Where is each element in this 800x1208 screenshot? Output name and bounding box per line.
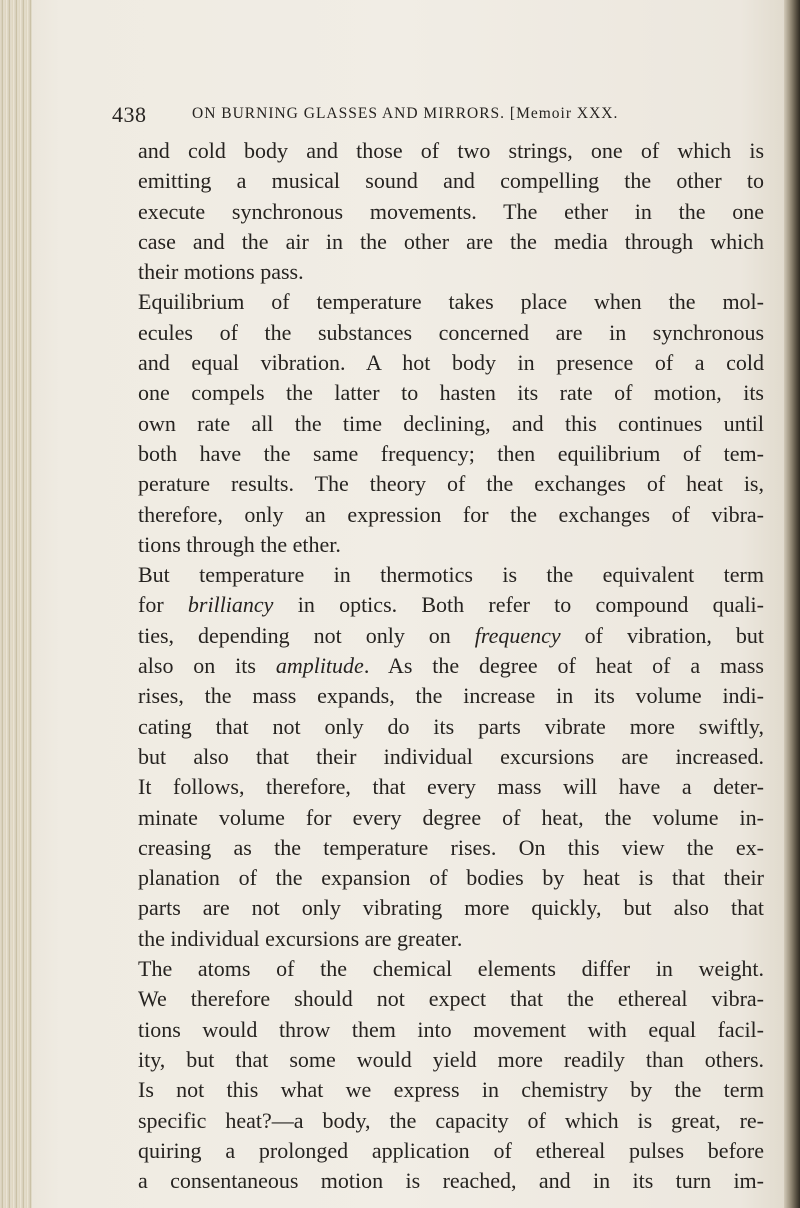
text-line: one compels the latter to hasten its rate of motion, its [138,380,764,406]
text-run: ties, depending not only on [138,622,475,648]
text-line: but also that their individual excursions are increased. [138,743,764,769]
text-line: tions would throw them into movement with equal facil- [138,1016,764,1042]
text-line: quiring a prolonged application of ethereal pulses before [138,1137,764,1163]
text-line: tions through the ether. [138,531,341,557]
text-line: parts are not only vibrating more quickly, but also that [138,895,764,921]
text-line: creasing as the temperature rises. On this view the ex- [138,834,764,860]
italic-term: amplitude [275,653,364,679]
text-line: Is not this what we express in chemistry by the term [138,1077,764,1103]
text-line: The atoms of the chemical elements differ in weight. [138,956,764,982]
text-line: specific heat?—a body, the capacity of which is great, re- [138,1107,764,1133]
page-header [112,98,772,132]
text-line: execute synchronous movements. The ether in the one [138,198,764,224]
text-line: and cold body and those of two strings, one of which is [138,138,764,163]
text-run: of vibration, but [560,622,764,648]
text-line: a consentaneous motion is reached, and in its turn im- [138,1168,764,1194]
text-line: therefore, only an expression for the exchanges of vibra- [138,501,764,527]
text-line: cating that not only do its parts vibrate more swiftly, [138,713,764,739]
text-line: rises, the mass expands, the increase in its volume indi- [138,683,764,709]
text-run: for [138,592,188,618]
body-text [138,136,764,1196]
italic-term: brilliancy [187,592,274,618]
text-line: own rate all the time declining, and this continues until [138,410,764,436]
italic-term: frequency [474,622,561,648]
text-line: perature results. The theory of the exchanges of heat is, [138,471,764,497]
running-head: ON BURNING GLASSES AND MIRRORS. [Memoir XXX. [192,105,619,122]
text-line: ecules of the substances concerned are in synchronous [138,319,764,345]
text-line [138,651,764,681]
text-line: their motions pass. [138,259,304,285]
text-line: and equal vibration. A hot body in presence of a cold [138,350,764,376]
text-line: planation of the expansion of bodies by heat is that their [138,865,764,891]
text-line: Equilibrium of temperature takes place when the mol- [138,289,764,315]
text-line: ity, but that some would yield more readily than others. [138,1046,764,1072]
text-run: also on its [138,653,276,679]
text-line: the individual excursions are greater. [138,925,463,951]
text-line [138,621,764,651]
page-edge-right [784,0,800,1208]
page-number: 438 [112,102,147,127]
text-line: case and the air in the other are the media through which [138,228,764,254]
text-line: both have the same frequency; then equilibrium of tem- [138,440,764,466]
text-run: . As the degree of heat of a mass [363,653,764,679]
text-line: minate volume for every degree of heat, the volume in- [138,804,764,830]
text-line: It follows, therefore, that every mass will have a deter- [138,774,764,800]
text-run: in optics. Both refer to compound quali- [273,592,764,618]
text-line [138,590,764,620]
text-line: But temperature in thermotics is the equivalent term [138,562,764,588]
page-gutter-left [0,0,32,1208]
text-line: We therefore should not expect that the ethereal vibra- [138,986,764,1012]
text-line: emitting a musical sound and compelling the other to [138,168,764,194]
